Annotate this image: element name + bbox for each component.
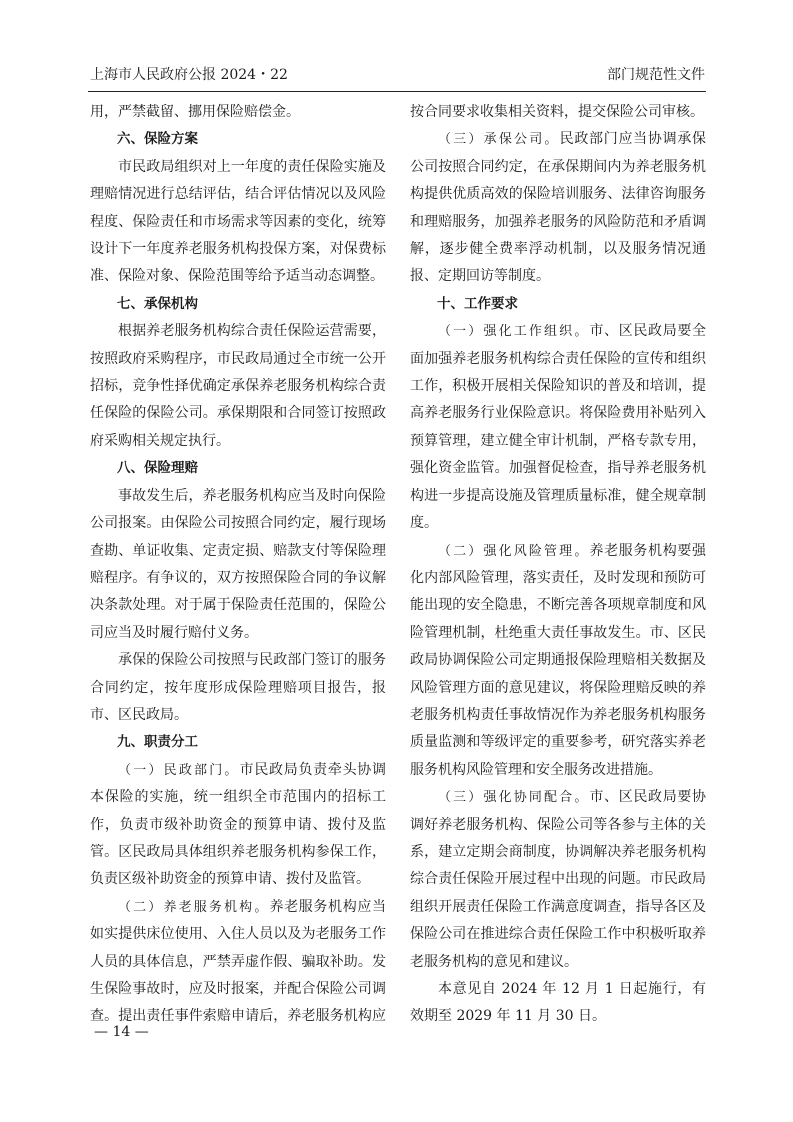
paragraph <box>90 647 386 729</box>
subsection-label: （三）强化协同配合。 <box>438 790 590 806</box>
paragraph-text: 市、区民政局要全面加强养老服务机构综合责任保险的宣传和组织工作，积极开展相关保险知识的普及和培训，提高养老服务行业保险意识。将保险费用补贴列入预算管理，建立健全审计机制，严格专款专用，强化资金监管。加强督促检查，指导养老服务机构进一步提高设施及管理质量标准，健全规章制度。 <box>410 323 706 532</box>
section-heading: 八、保险理赔 <box>117 460 198 477</box>
paragraph-text: 本意见自 2024 年 12 月 1 日起施行，有效期至 2029 年 11 月 30 日。 <box>410 981 706 1025</box>
paragraph <box>90 154 386 291</box>
subsection-label: （一）民政部门。 <box>118 762 240 778</box>
paragraph <box>90 99 386 126</box>
section-title: 部门规范性文件 <box>607 67 705 83</box>
paragraph <box>90 318 386 455</box>
section-heading: 九、职责分工 <box>117 734 198 751</box>
paragraph <box>410 318 706 537</box>
running-header <box>90 64 705 90</box>
paragraph-text: 民政部门应当协调承保公司按照合同约定，在承保期间内为养老服务机构提供优质高效的保险培训服务、法律咨询服务和理赔服务，加强养老服务的风险防范和矛盾调解，逐步健全费率浮动机制，以及服务情况通报、定期回访等制度。 <box>410 131 706 285</box>
right-column <box>410 99 706 1031</box>
subsection-label: （三）承保公司。 <box>438 132 560 148</box>
paragraph <box>410 976 706 1031</box>
subsection-label: （一）强化工作组织。 <box>438 324 590 340</box>
paragraph-text: 市民政局负责牵头协调本保险的实施，统一组织全市范围内的招标工作，负责市级补助资金的预算申请、拨付及监管。区民政局具体组织养老服务机构参保工作，负责区级补助资金的预算申请、拨付及监管。 <box>90 761 386 888</box>
paragraph <box>90 483 386 647</box>
subsection-label: （二）强化风险管理。 <box>438 543 590 559</box>
paragraph-text: 市民政局组织对上一年度的责任保险实施及理赔情况进行总结评估，结合评估情况以及风险程度、保险责任和市场需求等因素的变化，统筹设计下一年度养老服务机构投保方案，对保费标准、保险对象、保险范围等给予适当动态调整。 <box>90 158 386 285</box>
publication-title: 上海市人民政府公报 2024・22 <box>90 67 288 83</box>
paragraph <box>90 757 386 894</box>
header-rule <box>88 91 706 92</box>
paragraph-text: 用，严禁截留、挪用保险赔偿金。 <box>90 104 300 120</box>
paragraph <box>90 894 386 1031</box>
section-heading: 十、工作要求 <box>437 295 518 312</box>
section-heading: 六、保险方案 <box>117 131 198 148</box>
paragraph-text: 养老服务机构要强化内部风险管理，落实责任，及时发现和预防可能出现的安全隐患，不断完善各项规章制度和风险管理机制，杜绝重大责任事故发生。市、区民政局协调保险公司定期通报保险理赔相关数据及风险管理方面的意见建议，将保险理赔反映的养老服务机构责任事故情况作为养老服务机构服务质量监测和等级评定的重要参考，研究落实养老服务机构风险管理和安全服务改进措施。 <box>410 542 706 778</box>
left-column <box>90 99 386 1031</box>
paragraph-text: 市、区民政局要协调好养老服务机构、保险公司等各参与主体的关系，建立定期会商制度，协调解决养老服务机构综合责任保险开展过程中出现的问题。市民政局组织开展责任保险工作满意度调查，指导各区及保险公司在推进综合责任保险工作中积极听取养老服务机构的意见和建议。 <box>410 789 706 970</box>
paragraph-text: 承保的保险公司按照与民政部门签订的服务合同约定，按年度形成保险理赔项目报告，报市、区民政局。 <box>90 652 386 723</box>
subsection-label: （二）养老服务机构。 <box>118 899 270 915</box>
page-number: — 14 — <box>94 1024 149 1040</box>
paragraph <box>410 538 706 785</box>
paragraph <box>410 99 706 126</box>
paragraph <box>410 126 706 290</box>
paragraph-text: 事故发生后，养老服务机构应当及时向保险公司报案。由保险公司按照合同约定，履行现场查勘、单证收集、定责定损、赔款支付等保险理赔程序。有争议的，双方按照保险合同的争议解决条款处理。对于属于保险责任范围的，保险公司应当及时履行赔付义务。 <box>90 487 386 641</box>
section-heading: 七、承保机构 <box>117 295 198 312</box>
paragraph-text: 养老服务机构应当如实提供床位使用、入住人员以及为老服务工作人员的具体信息，严禁弄虚作假、骗取补助。发生保险事故时，应及时报案，并配合保险公司调查。提出责任事件索赔申请后，养老服务机构应 <box>90 898 386 1025</box>
paragraph-text: 按合同要求收集相关资料，提交保险公司审核。 <box>410 104 704 120</box>
paragraph-text: 根据养老服务机构综合责任保险运营需要，按照政府采购程序，市民政局通过全市统一公开招标，竞争性择优确定承保养老服务机构综合责任保险的保险公司。承保期限和合同签订按照政府采购相关规定执行。 <box>90 323 386 449</box>
paragraph <box>410 784 706 976</box>
